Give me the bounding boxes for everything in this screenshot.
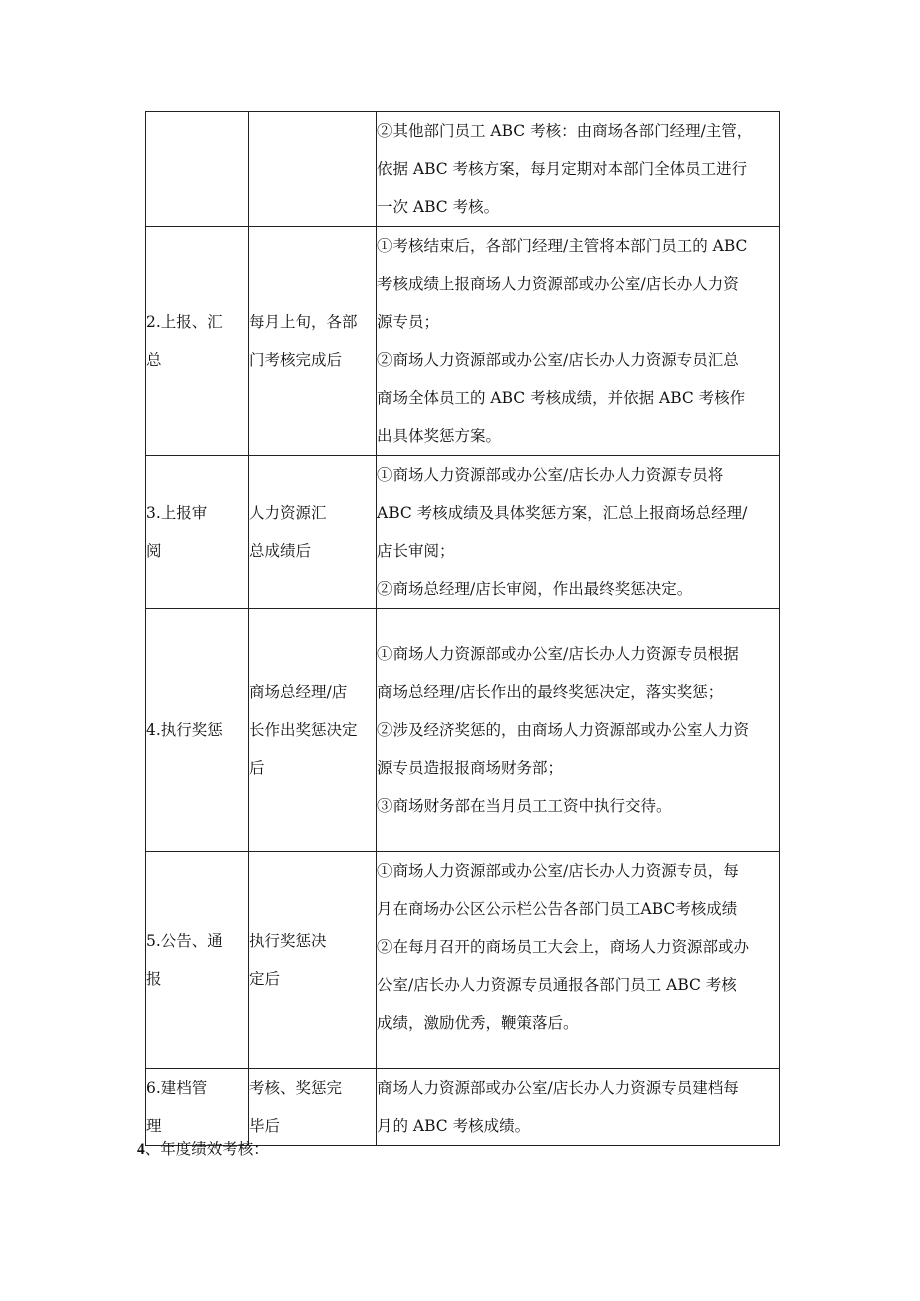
content-line: 商场人力资源部或办公室/店长办人力资源专员建档每 [377, 1079, 739, 1097]
table-row [146, 1069, 780, 1146]
content-line: ①考核结束后，各部门经理/主管将本部门员工的 ABC [377, 237, 748, 255]
content-line: 考核成绩上报商场人力资源部或办公室/店长办人力资 [377, 275, 739, 293]
content-line: 依据 ABC 考核方案，每月定期对本部门全体员工进行 [377, 160, 748, 178]
step-line: 理 [146, 1117, 162, 1135]
timing-line: 后 [249, 759, 265, 777]
timing-line: 每月上旬，各部 [249, 313, 358, 331]
step-cell [146, 1069, 249, 1146]
step-line: 5.公告、通 [146, 932, 223, 950]
content-line: ①商场人力资源部或办公室/店长办人力资源专员将 [377, 466, 724, 484]
timing-line: 定后 [249, 970, 281, 988]
step-cell [146, 852, 249, 1069]
content-line: ②商场总经理/店长审阅，作出最终奖惩决定。 [377, 580, 693, 598]
timing-line: 长作出奖惩决定 [249, 721, 358, 739]
step-line: 3.上报审 [146, 504, 208, 522]
table-row [146, 112, 780, 227]
timing-line: 考核、奖惩完 [249, 1079, 343, 1097]
content-line: 商场全体员工的 ABC 考核成绩，并依据 ABC 考核作 [377, 389, 746, 407]
content-line: 月的 ABC 考核成绩。 [377, 1117, 531, 1135]
assessment-process-table [145, 111, 780, 1146]
timing-line: 商场总经理/店 [249, 683, 348, 701]
content-cell [377, 1069, 780, 1146]
step-cell [146, 227, 249, 456]
section-heading [137, 1135, 269, 1164]
content-cell [377, 112, 780, 227]
timing-cell [249, 456, 377, 609]
content-line: ②涉及经济奖惩的，由商场人力资源部或办公室人力资 [377, 721, 750, 739]
table-row [146, 852, 780, 1069]
content-line: 商场总经理/店长作出的最终奖惩决定，落实奖惩； [377, 683, 724, 701]
timing-line: 门考核完成后 [249, 351, 343, 369]
content-line: 店长审阅； [377, 542, 455, 560]
timing-cell [249, 609, 377, 852]
content-cell [377, 609, 780, 852]
timing-cell [249, 852, 377, 1069]
content-line: 一次 ABC 考核。 [377, 198, 500, 216]
content-line: 公室/店长办人力资源专员通报各部门员工 ABC 考核 [377, 976, 737, 994]
step-line: 2.上报、汇 [146, 313, 223, 331]
content-line: 成绩，激励优秀，鞭策落后。 [377, 1014, 579, 1032]
table-row [146, 456, 780, 609]
content-cell [377, 227, 780, 456]
step-line: 报 [146, 970, 162, 988]
content-line: ①商场人力资源部或办公室/店长办人力资源专员根据 [377, 645, 739, 663]
timing-line: 毕后 [249, 1117, 281, 1135]
content-line: 出具体奖惩方案。 [377, 427, 502, 445]
timing-cell [249, 112, 377, 227]
content-line: ③商场财务部在当月员工工资中执行交待。 [377, 797, 672, 815]
content-line: 源专员； [377, 313, 440, 331]
content-line: ②在每月召开的商场员工大会上，商场人力资源部或办 [377, 938, 750, 956]
content-line: 月在商场办公区公示栏公告各部门员工ABC考核成绩 [377, 900, 738, 918]
step-cell [146, 609, 249, 852]
table-row [146, 227, 780, 456]
step-line: 6.建档管 [146, 1079, 208, 1097]
content-cell [377, 852, 780, 1069]
timing-line: 人力资源汇 [249, 504, 327, 522]
content-line: ①商场人力资源部或办公室/店长办人力资源专员，每 [377, 862, 739, 880]
content-cell [377, 456, 780, 609]
step-cell [146, 112, 249, 227]
step-line: 阅 [146, 542, 162, 560]
content-line: 源专员造报报商场财务部； [377, 759, 564, 777]
timing-line: 总成绩后 [249, 542, 312, 560]
content-line: ②其他部门员工 ABC 考核：由商场各部门经理/主管， [377, 122, 753, 140]
step-line: 总 [146, 351, 162, 369]
content-line: ABC 考核成绩及具体奖惩方案，汇总上报商场总经理/ [377, 504, 748, 522]
section-title: 、年度绩效考核： [144, 1140, 269, 1158]
table-row [146, 609, 780, 852]
timing-cell [249, 1069, 377, 1146]
step-line: 4.执行奖惩 [146, 721, 223, 739]
content-line: ②商场人力资源部或办公室/店长办人力资源专员汇总 [377, 351, 739, 369]
step-cell [146, 456, 249, 609]
timing-line: 执行奖惩决 [249, 932, 327, 950]
timing-cell [249, 227, 377, 456]
section-number: 4 [137, 1141, 145, 1158]
